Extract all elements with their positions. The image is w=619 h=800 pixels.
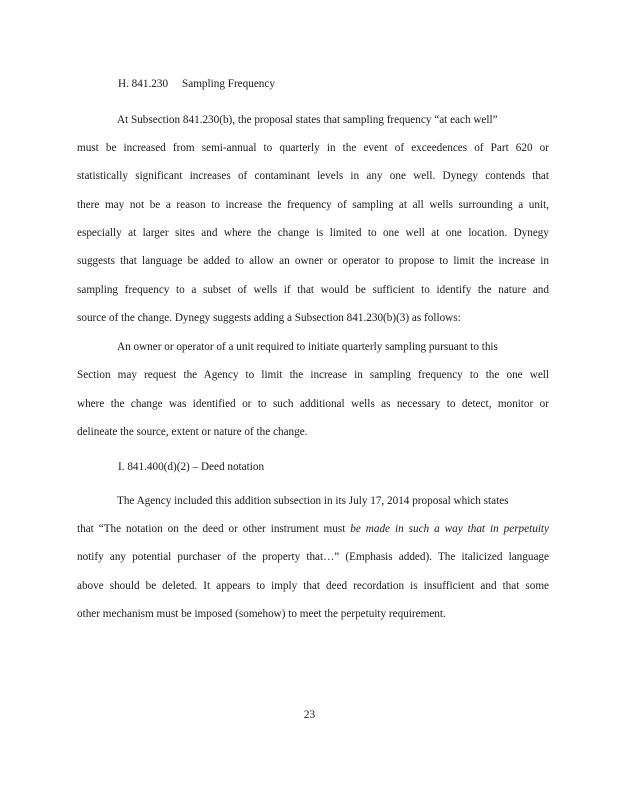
paragraph-line: where the change was identified or to such additional wells as necessary to detect, monitor or [77,398,549,410]
paragraph-line-with-emphasis [77,522,549,536]
section-i-title: – Deed notation [192,461,265,473]
line-text: that “The notation on the deed or other instrument must [77,523,351,535]
italic-emphasis: be made in such a way that in perpetuity [350,523,549,535]
paragraph-line: there may not be a reason to increase the frequency of sampling at all wells surrounding a unit, [77,199,549,211]
paragraph-line: suggests that language be added to allow an owner or operator to propose to limit the increase in [77,255,549,267]
paragraph-line: statistically significant increases of contaminant levels in any one well. Dynegy contends that [77,170,549,182]
paragraph-line: delineate the source, extent or nature of the change. [77,426,308,438]
paragraph-line: other mechanism must be imposed (somehow) to meet the perpetuity requirement. [77,608,446,620]
paragraph-line: especially at larger sites and where the change is limited to one well at one location. Dynegy [77,227,549,239]
paragraph-line: Section may request the Agency to limit the increase in sampling frequency to the one well [77,369,549,381]
paragraph-line: The Agency included this addition subsection in its July 17, 2014 proposal which states [117,495,509,507]
section-i-heading [118,460,264,474]
paragraph-line: sampling frequency to a subset of wells if that would be sufficient to identify the nature and [77,284,549,296]
paragraph-line: At Subsection 841.230(b), the proposal states that sampling frequency “at each well” [117,114,498,126]
section-i-number: I. 841.400(d)(2) [118,461,190,473]
paragraph-line: notify any potential purchaser of the property that…” (Emphasis added). The italicized language [77,551,549,563]
paragraph-line: An owner or operator of a unit required to initiate quarterly sampling pursuant to this [117,341,498,353]
section-h-title: Sampling Frequency [182,78,275,90]
paragraph-line: above should be deleted. It appears to imply that deed recordation is insufficient and that some [77,580,549,592]
paragraph-line: must be increased from semi-annual to quarterly in the event of exceedences of Part 620 or [77,142,549,154]
section-h-number: H. 841.230 [118,78,169,90]
page-number: 23 [303,709,316,721]
section-h-heading [118,77,275,91]
paragraph-line: source of the change. Dynegy suggests adding a Subsection 841.230(b)(3) as follows: [77,312,461,324]
